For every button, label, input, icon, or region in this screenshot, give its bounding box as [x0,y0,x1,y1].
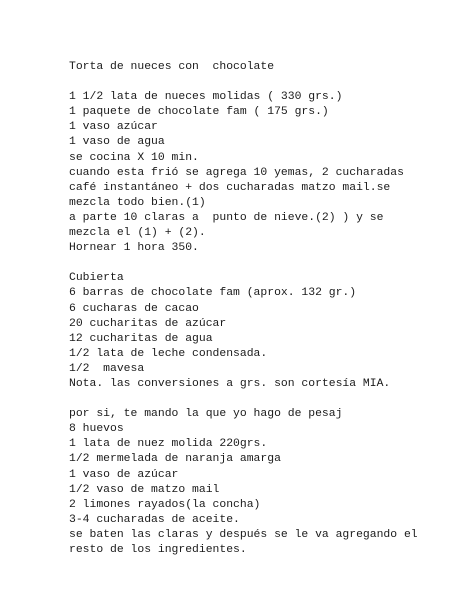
recipe-line: mezcla todo bien.(1) [69,196,206,209]
pesaj-line: 1 lata de nuez molida 220grs. [69,438,268,451]
pesaj-line: por si, te mando la que yo hago de pesaj [69,408,343,421]
recipe-line: 1 vaso azúcar [69,121,158,134]
cubierta-line: 1/2 lata de leche condensada. [69,347,268,360]
pesaj-line: 1 vaso de azúcar [69,468,179,481]
cubierta-line: 1/2 mavesa [69,362,145,375]
section-spacer [69,256,459,271]
pesaj-line: 8 huevos [69,423,124,436]
cubierta-line: 6 cucharas de cacao [69,302,199,315]
main-recipe-section [69,90,459,256]
recipe-line: 1 vaso de agua [69,136,165,149]
recipe-line: se cocina X 10 min. [69,151,199,164]
pesaj-line: 1/2 vaso de matzo mail [69,483,220,496]
section-spacer [69,392,459,407]
recipe-text [69,60,459,558]
cubierta-heading: Cubierta [69,272,124,285]
recipe-line: 1 paquete de chocolate fam ( 175 grs.) [69,106,329,119]
pesaj-section [69,407,459,558]
cubierta-line: 12 cucharitas de agua [69,332,213,345]
pesaj-line: resto de los ingredientes. [69,544,247,556]
recipe-line: café instantáneo + dos cucharadas matzo mail.se [69,181,391,194]
cubierta-line: 20 cucharitas de azúcar [69,317,227,330]
recipe-line: a parte 10 claras a punto de nieve.(2) ) y se [69,211,384,224]
recipe-title: Torta de nueces con chocolate [69,61,275,73]
pesaj-line: 3-4 cucharadas de aceite. [69,513,240,526]
recipe-line: cuando esta frió se agrega 10 yemas, 2 cucharadas [69,166,404,179]
pesaj-line: se baten las claras y después se le va agregando el [69,528,418,541]
pesaj-line: 2 limones rayados(la concha) [69,498,261,511]
recipe-line: mezcla el (1) + (2). [69,227,206,240]
pesaj-line: 1/2 mermelada de naranja amarga [69,453,281,466]
recipe-line: 1 1/2 lata de nueces molidas ( 330 grs.) [69,91,343,104]
cubierta-section [69,271,459,392]
cubierta-line: Nota. las conversiones a grs. son cortesía MIA. [69,377,391,390]
recipe-line: Hornear 1 hora 350. [69,242,199,255]
cubierta-line: 6 barras de chocolate fam (aprox. 132 gr.) [69,287,357,300]
